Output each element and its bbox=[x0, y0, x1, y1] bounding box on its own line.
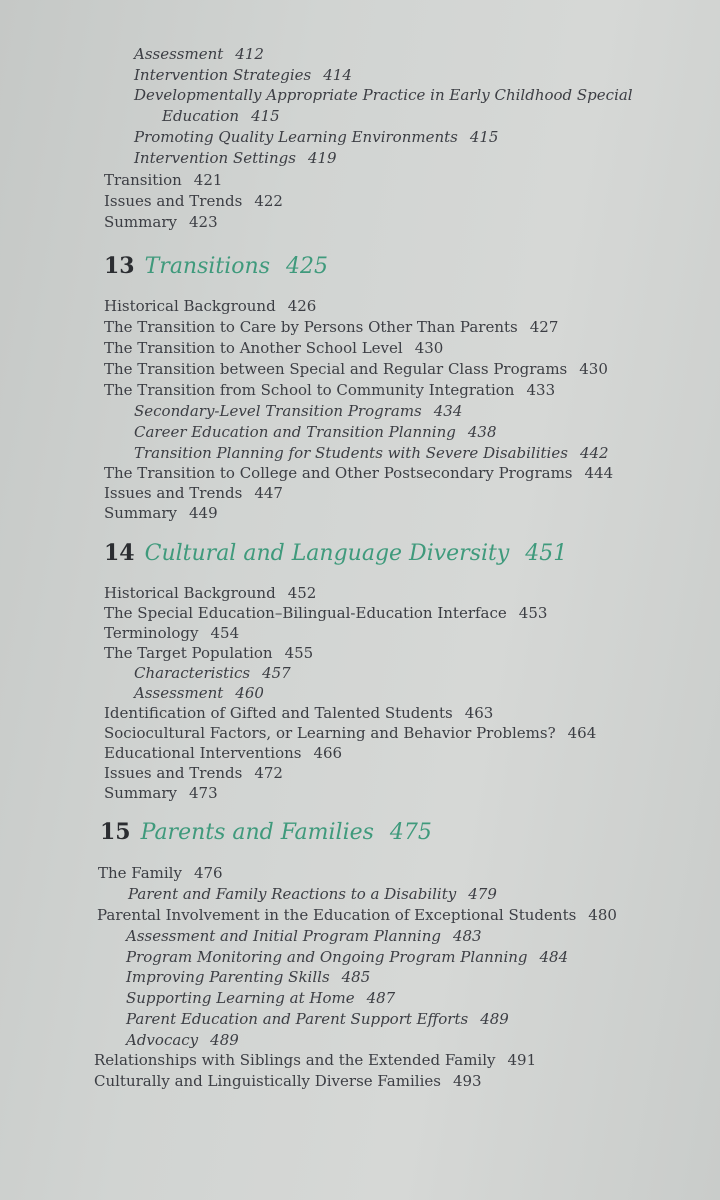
toc-entry: The Special Education–Bilingual-Education Interface 453 bbox=[104, 604, 548, 622]
toc-entry: Issues and Trends 472 bbox=[104, 764, 283, 782]
toc-entry: Issues and Trends 447 bbox=[104, 484, 283, 502]
toc-entry: The Family 476 bbox=[98, 864, 223, 882]
toc-subentry: Assessment 412 bbox=[134, 45, 264, 63]
toc-subentry: Promoting Quality Learning Environments 415 bbox=[134, 128, 499, 146]
chapter-heading: 14 Cultural and Language Diversity 451 bbox=[104, 540, 568, 566]
toc-subentry: Advocacy 489 bbox=[126, 1031, 239, 1049]
toc-subentry: Parent and Family Reactions to a Disability 479 bbox=[128, 885, 497, 903]
toc-entry: Summary 423 bbox=[104, 213, 218, 231]
toc-subentry: Assessment and Initial Program Planning 483 bbox=[126, 927, 482, 945]
toc-subentry: Improving Parenting Skills 485 bbox=[126, 968, 371, 986]
chapter-heading: 15 Parents and Families 475 bbox=[100, 819, 432, 845]
toc-entry: Identification of Gifted and Talented Students 463 bbox=[104, 704, 494, 722]
toc-subentry: Developmentally Appropriate Practice in Early Childhood Special bbox=[134, 86, 633, 104]
toc-entry: The Target Population 455 bbox=[104, 644, 314, 662]
toc-subentry: Supporting Learning at Home 487 bbox=[126, 989, 396, 1007]
toc-entry: Summary 473 bbox=[104, 784, 218, 802]
chapter-heading: 13 Transitions 425 bbox=[104, 253, 329, 279]
toc-entry: Culturally and Linguistically Diverse Families 493 bbox=[94, 1072, 482, 1090]
toc-entry: Sociocultural Factors, or Learning and Behavior Problems? 464 bbox=[104, 724, 597, 742]
toc-subentry: Assessment 460 bbox=[134, 684, 264, 702]
toc-subentry: Parent Education and Parent Support Efforts 489 bbox=[126, 1010, 509, 1028]
toc-subentry-continuation: Education 415 bbox=[162, 107, 280, 125]
toc-entry: Summary 449 bbox=[104, 504, 218, 522]
toc-entry: Transition 421 bbox=[104, 171, 223, 189]
toc-entry: Historical Background 426 bbox=[104, 297, 317, 315]
toc-subentry: Characteristics 457 bbox=[134, 664, 291, 682]
toc-entry: Historical Background 452 bbox=[104, 584, 317, 602]
toc-entry: Relationships with Siblings and the Extended Family 491 bbox=[94, 1051, 537, 1069]
toc-entry: Educational Interventions 466 bbox=[104, 744, 343, 762]
toc-entry: The Transition between Special and Regular Class Programs 430 bbox=[104, 360, 608, 378]
toc-entry: The Transition from School to Community Integration 433 bbox=[104, 381, 556, 399]
toc-entry: Terminology 454 bbox=[104, 624, 240, 642]
toc-subentry: Transition Planning for Students with Severe Disabilities 442 bbox=[134, 444, 609, 462]
toc-subentry: Intervention Strategies 414 bbox=[134, 66, 352, 84]
toc-entry: The Transition to Care by Persons Other Than Parents 427 bbox=[104, 318, 559, 336]
toc-subentry: Secondary-Level Transition Programs 434 bbox=[134, 402, 463, 420]
toc-subentry: Program Monitoring and Ongoing Program Planning 484 bbox=[126, 948, 569, 966]
toc-entry: Issues and Trends 422 bbox=[104, 192, 283, 210]
toc-entry: The Transition to College and Other Postsecondary Programs 444 bbox=[104, 464, 614, 482]
toc-subentry: Intervention Settings 419 bbox=[134, 149, 337, 167]
toc-entry: Parental Involvement in the Education of Exceptional Students 480 bbox=[97, 906, 617, 924]
toc-subentry: Career Education and Transition Planning 438 bbox=[134, 423, 497, 441]
toc-entry: The Transition to Another School Level 430 bbox=[104, 339, 444, 357]
